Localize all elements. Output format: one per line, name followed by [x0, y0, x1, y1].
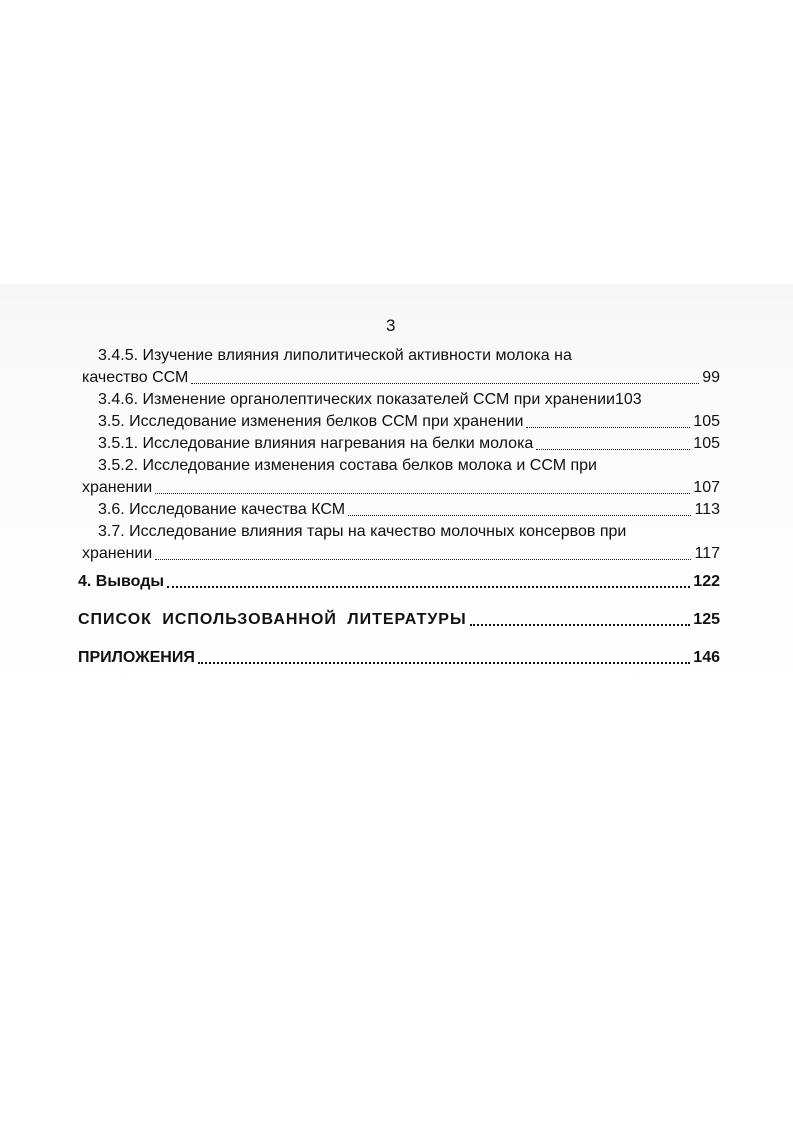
toc-page-number: 117: [694, 545, 720, 562]
toc-page-number: 113: [694, 501, 720, 518]
toc-entry-text: 3.5. Исследование изменения белков ССМ при хранении: [98, 413, 524, 430]
toc-entry-text: 3.5.1. Исследование влияния нагревания на белки молока: [98, 435, 534, 452]
toc-entry-text: 3.4.6. Изменение органолептических показателей ССМ при хранении: [98, 391, 615, 408]
page-number: 3: [386, 316, 396, 335]
toc-entry-3-4-5-line1: [98, 344, 572, 366]
dot-leader: [198, 661, 690, 664]
dot-leader: [155, 558, 691, 560]
toc-entry-appendices[interactable]: [78, 646, 720, 668]
dot-leader: [155, 492, 690, 494]
dot-leader: [470, 623, 691, 626]
toc-entry-references[interactable]: [78, 608, 720, 630]
toc-entry-text: хранении: [82, 479, 153, 496]
dot-leader: [191, 382, 699, 384]
toc-entry-3-6[interactable]: [98, 498, 720, 520]
toc-entry-text: ПРИЛОЖЕНИЯ: [78, 649, 195, 666]
toc-page-number: 105: [693, 435, 720, 452]
toc-entry-text: СПИСОК ИСПОЛЬЗОВАННОЙ ЛИТЕРАТУРЫ: [78, 611, 467, 628]
toc-entry-3-4-5-line2[interactable]: [82, 366, 720, 388]
dot-leader: [536, 448, 690, 450]
toc-entry-3-7-line1: [98, 520, 626, 542]
dot-leader: [167, 585, 690, 588]
toc-entry-text: 4. Выводы: [78, 573, 165, 590]
toc-entry-3-5-2-line1: [98, 454, 597, 476]
toc-entry-3-5-1[interactable]: [98, 432, 720, 454]
toc-page-number: 122: [693, 573, 720, 590]
toc-entry-text: 3.5.2. Исследование изменения состава белков молока и ССМ при: [98, 457, 597, 474]
dot-leader: [348, 514, 691, 516]
toc-page-number: 105: [693, 413, 720, 430]
dot-leader: [526, 426, 690, 428]
toc-entry-conclusions[interactable]: [78, 570, 720, 592]
toc-entry-3-5[interactable]: [98, 410, 720, 432]
toc-page-number: 107: [693, 479, 720, 496]
toc-page-number: 125: [693, 611, 720, 628]
toc-page-number: 103: [614, 391, 642, 408]
toc-entry-text: хранении: [82, 545, 153, 562]
toc-entry-text: качество ССМ: [82, 369, 189, 386]
toc-entry-text: 3.4.5. Изучение влияния липолитической активности молока на: [98, 347, 572, 364]
toc-entry-text: 3.7. Исследование влияния тары на качество молочных консервов при: [98, 523, 627, 540]
toc-page-number: 146: [693, 649, 720, 666]
toc-entry-3-7-line2[interactable]: [82, 542, 720, 564]
toc-page-number: 99: [702, 369, 720, 386]
toc-entry-3-5-2-line2[interactable]: [82, 476, 720, 498]
toc-entry-text: 3.6. Исследование качества КСМ: [98, 501, 346, 518]
toc-entry-3-4-6[interactable]: [98, 388, 642, 410]
